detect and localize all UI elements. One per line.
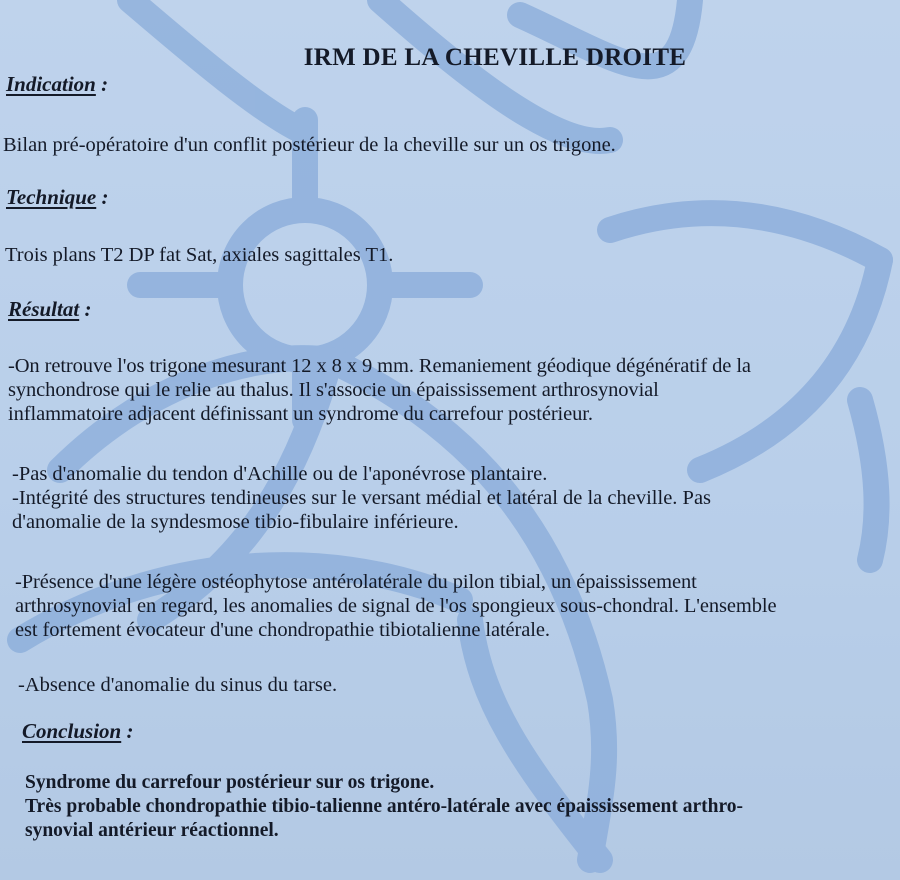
conclusion-text [25,771,743,843]
text-line: -Présence d'une légère ostéophytose antérolatérale du pilon tibial, un épaississement [15,571,697,593]
indication-heading-colon: : [95,72,109,96]
resultat-paragraph-4 [18,673,337,697]
text-line: arthrosynovial en regard, les anomalies de signal de l'os spongieux sous-chondral. L'ensemble [15,595,777,617]
text-line: Très probable chondropathie tibio-talienne antéro-latérale avec épaississement arthro- [25,796,744,817]
conclusion-heading-label: Conclusion [22,719,122,743]
conclusion-heading [22,719,133,744]
resultat-heading [8,297,91,322]
text-line: -Pas d'anomalie du tendon d'Achille ou de l'aponévrose plantaire. [12,463,548,485]
indication-text: Bilan pré-opératoire d'un conflit postérieur de la cheville sur un os trigone. [3,134,616,156]
text-line: est fortement évocateur d'une chondropathie tibiotalienne latérale. [15,619,550,641]
text-line: synchondrose qui le relie au thalus. Il s'associe un épaississement arthrosynovial [8,379,659,401]
technique-heading-colon: : [96,185,109,209]
technique-text: Trois plans T2 DP fat Sat, axiales sagittales T1. [5,244,394,266]
indication-heading [6,72,108,97]
report-title: IRM DE LA CHEVILLE DROITE [303,44,687,71]
conclusion-heading-colon: : [121,719,134,743]
indication-heading-label: Indication [6,72,96,96]
text-line: synovial antérieur réactionnel. [25,820,279,841]
text-line: -Intégrité des structures tendineuses sur le versant médial et latéral de la cheville. Pas [12,487,712,509]
text-line: inflammatoire adjacent définissant un syndrome du carrefour postérieur. [8,403,593,425]
resultat-paragraph-2 [12,462,711,534]
technique-heading [6,185,108,210]
resultat-heading-label: Résultat [8,297,80,321]
text-line: -On retrouve l'os trigone mesurant 12 x 8 x 9 mm. Remaniement géodique dégénératif de la [8,355,751,377]
resultat-heading-colon: : [79,297,92,321]
text-line: Syndrome du carrefour postérieur sur os trigone. [25,772,435,793]
text-line: -Absence d'anomalie du sinus du tarse. [18,674,338,696]
text-line: d'anomalie de la syndesmose tibio-fibulaire inférieure. [12,511,459,533]
technique-heading-label: Technique [6,185,97,209]
resultat-paragraph-1 [8,354,751,426]
resultat-paragraph-3 [15,570,777,642]
